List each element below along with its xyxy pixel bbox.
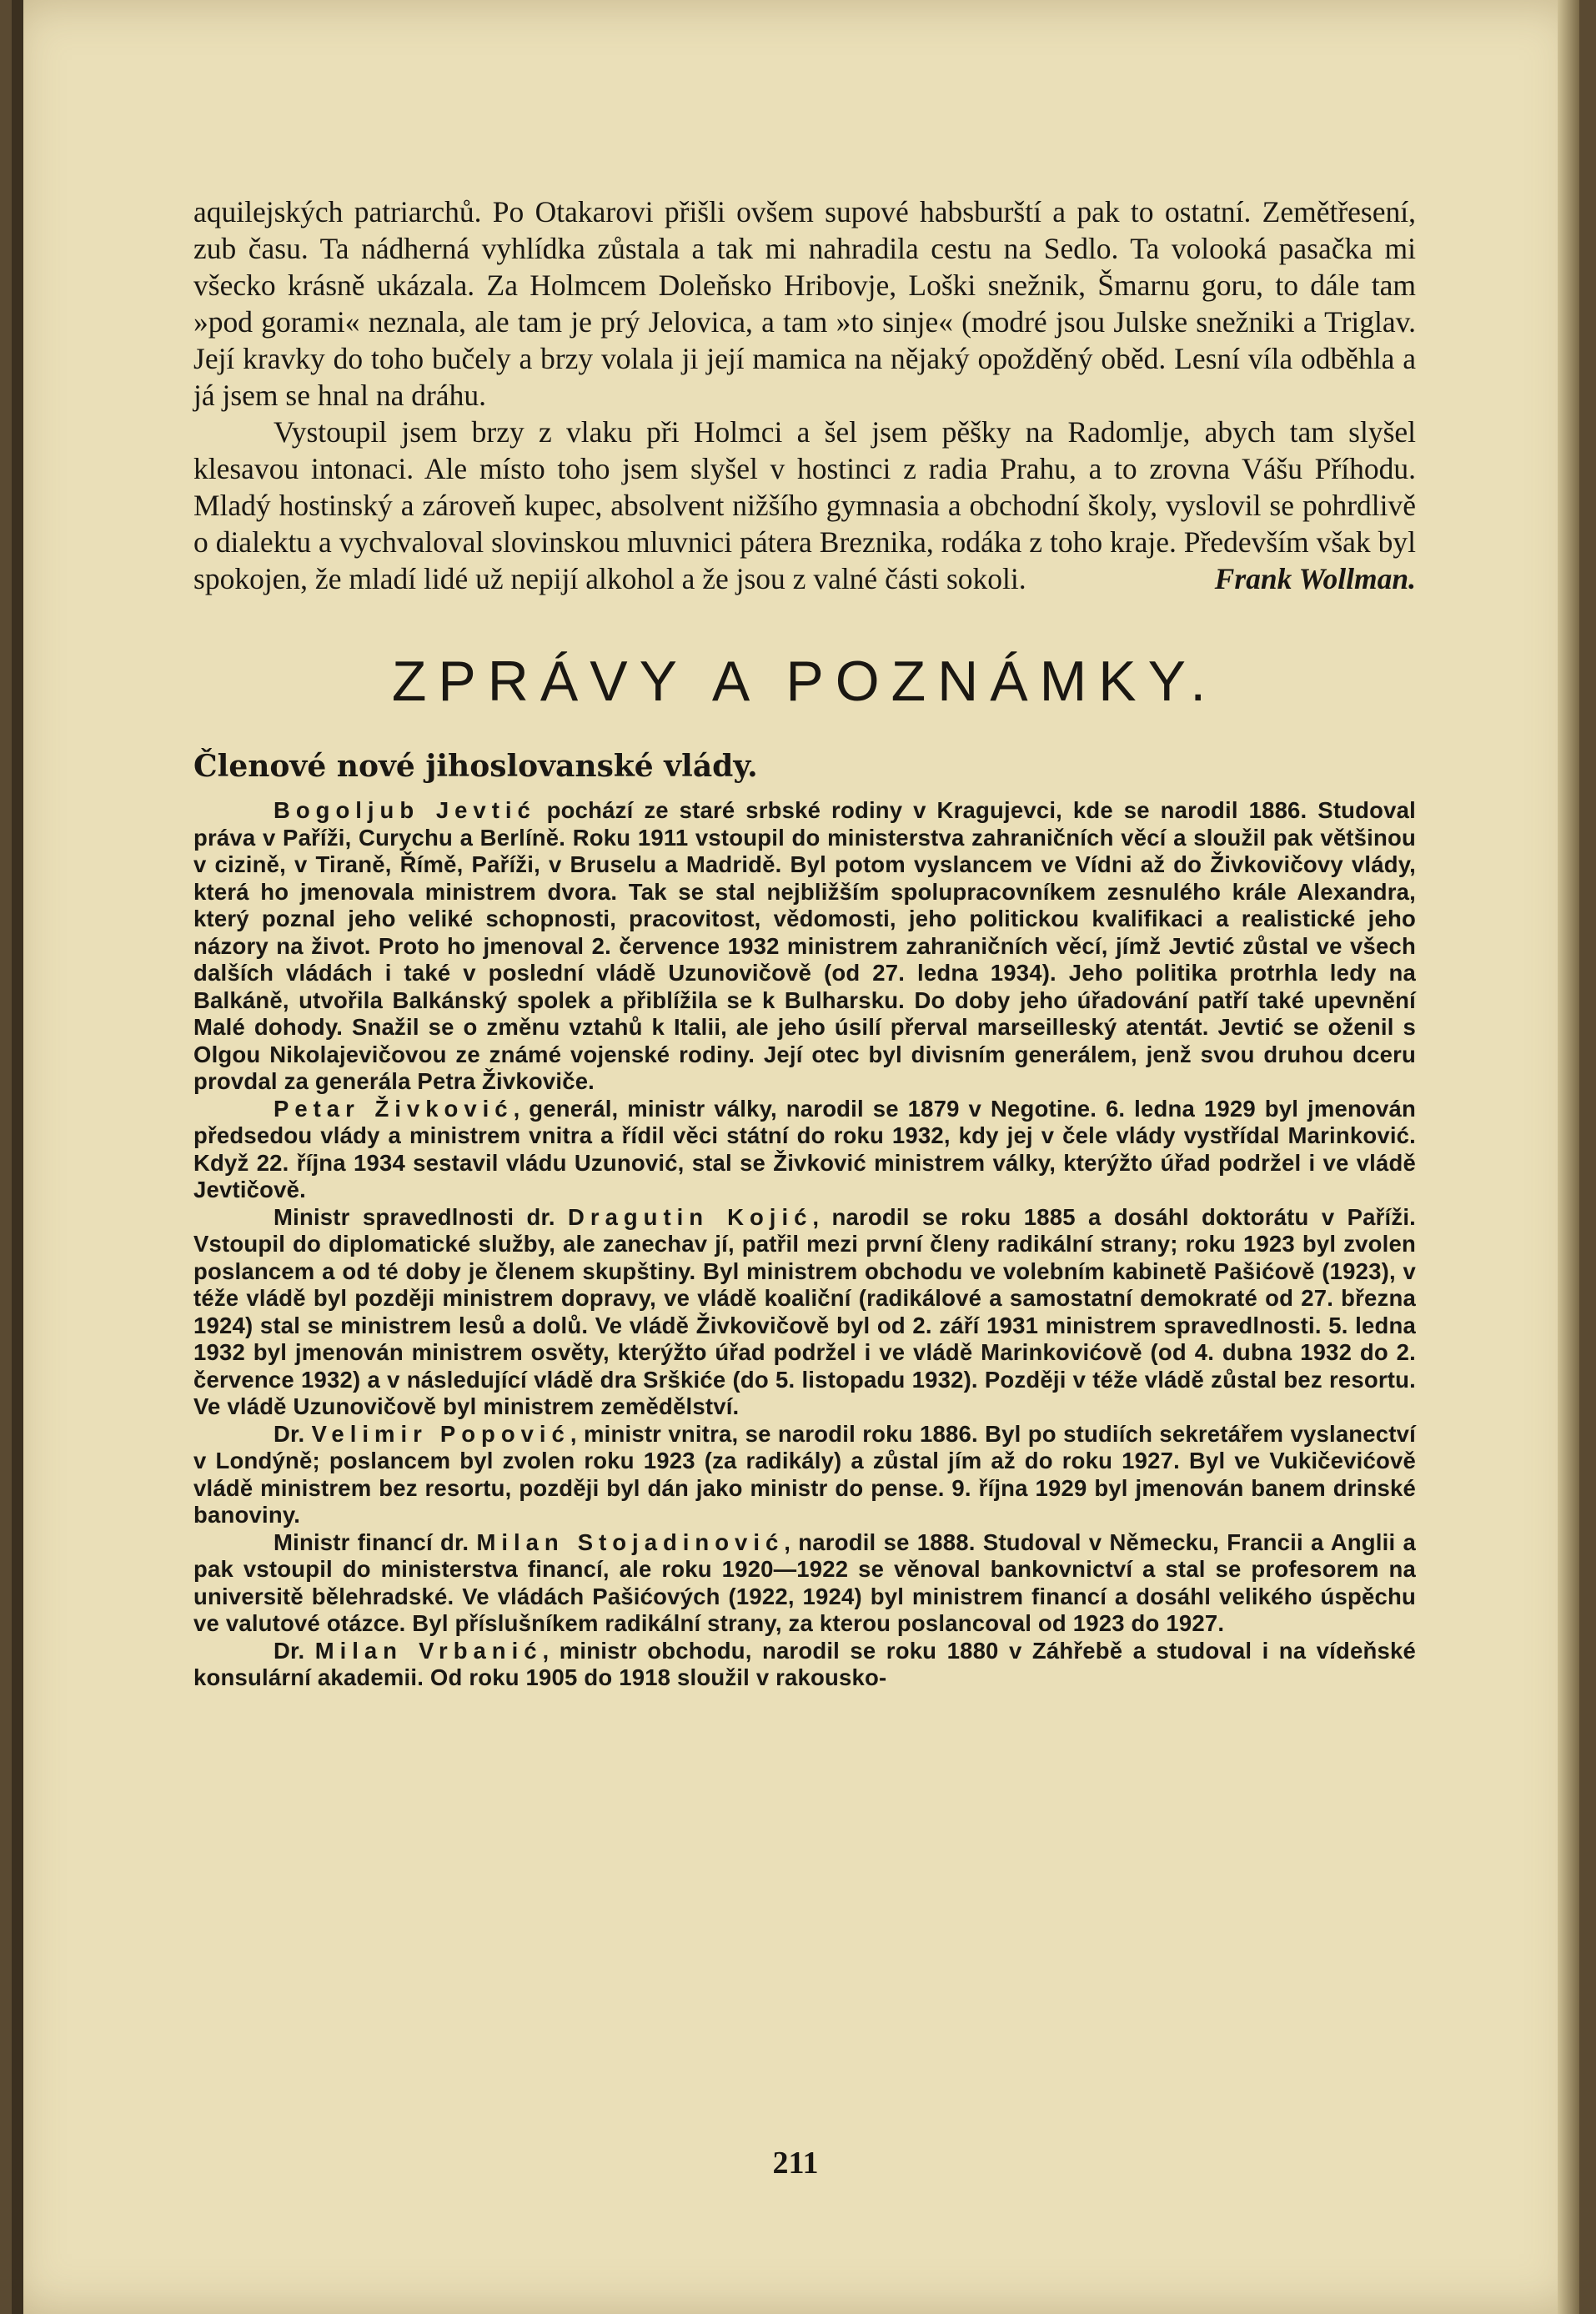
paragraph-text: , narodil se roku 1885 a dosáhl doktorátu v Paříži. Vstoupil do diplomatické služby, ale zanechav jí, patřil mezi první členy radikální strany; roku 1923 byl zvolen poslancem a od té doby je členem skupštiny. Byl ministrem obchodu ve volebním kabinetě Pašićově (1923), v téže vládě byl později ministrem dopravy, ve vládě koaliční (radikálové a samostatní demokraté od 27. března 1924) stal se ministrem lesů a dolů. Ve vládě Živkovičově byl od 2. září 1931 ministrem spravedlnosti. 5. ledna 1932 byl jmenován ministrem osvěty, kterýžto úřad podržel i ve vládě Marinkovićově (od 4. dubna 1932 do 2. července 1932) a v následující vládě dra Srškiće (do 5. listopadu 1932). Později v téže vládě zůstal bez resortu. Ve vládě Uzunovičově byl ministrem zemědělství.: [193, 1203, 1417, 1419]
minister-paragraph: [193, 797, 1416, 1096]
minister-paragraph: [193, 1529, 1416, 1638]
page-number: 211: [772, 2146, 819, 2181]
paragraph-prefix: Dr.: [274, 1420, 312, 1447]
minister-name: Milan Vrbanić: [314, 1637, 543, 1664]
paragraph-prefix: Ministr financí dr.: [274, 1528, 477, 1555]
minister-name: Milan Stojadinović: [476, 1528, 785, 1555]
paragraph-text: , ministr obchodu, narodil se roku 1880 v Záhřebě a studoval i na vídeňské konsulární akademii. Od roku 1905 do 1918 sloužil v rakousko-: [193, 1637, 1416, 1690]
paragraph-text: , narodil se 1888. Studoval v Německu, Francii a Anglii a pak vstoupil do ministerstva financí, ale roku 1920—1922 se věnoval bankovnictví a stal se profesorem na universitě bělehradské. Ve vládách Pašićových (1922, 1924) byl ministrem financí a dosáhl velikého úspěchu ve valutové otázce. Byl příslušníkem radikální strany, za kterou poslancoval od 1923 do 1927.: [193, 1528, 1416, 1636]
book-spine: [12, 0, 23, 2314]
essay-paragraph-2: [193, 414, 1416, 597]
paragraph-text: pochází ze staré srbské rodiny v Kragujevci, kde se narodil 1886. Studoval práva v Paříži, Curychu a Berlíně. Roku 1911 vstoupil do ministerstva zahraničních věcí a sloužil pak většinou v cizině, v Tiraně, Římě, Paříži, v Bruselu a Madridě. Byl potom vyslancem ve Vídni až do Živkovičovy vlády, která ho jmenovala ministrem dvora. Tak se stal nejbližším spolupracovníkem zesnulého krále Alexandra, který poznal jeho veliké schopnosti, pracovitost, vědomosti, jeho politickou kvalifikaci a realistické jeho názory na život. Proto ho jmenoval 2. července 1932 ministrem zahraničních věcí, jímž Jevtić zůstal ve všech dalších vládách i také v poslední vládě Uzunovičově (od 27. ledna 1934). Jeho politika protrhla ledy na Balkáně, utvořila Balkánský spolek a přiblížila se k Bulharsku. Do doby jeho úřadování patří také upevnění Malé dohody. Snažil se o změnu vztahů k Italii, ale jeho úsilí přerval marseilleský atentát. Jevtić se oženil s Olgou Nikolajevičovou ze známé vojenské rodiny. Její otec byl divisním generálem, jenž svou druhou dceru provdal za generála Petra Živkoviče.: [193, 797, 1417, 1094]
minister-paragraph: [193, 1204, 1416, 1421]
essay-paragraph-1: aquilejských patriarchů. Po Otakarovi přišli ovšem supové habsburští a pak to ostatní. Zemětřesení, zub času. Ta nádherná vyhlídka zůstala a tak mi nahradila cestu na Sedlo. Ta volooká pasačka mi všecko krásně ukázala. Za Holmcem Doleňsko Hribovje, Loški snežnik, Šmarnu goru, to dále tam »pod gorami« neznala, ale tam je prý Jelovica, a tam »to sinje« (modré jsou Julske snežniki a Triglav. Její kravky do toho bučely a brzy volala ji její mamica na nějaký opožděný oběd. Lesní víla odběhla a já jsem se hnal na dráhu.: [193, 195, 1416, 412]
minister-paragraph: [193, 1421, 1416, 1529]
paragraph-prefix: Dr.: [274, 1637, 315, 1664]
author-signature: Frank Wollman.: [1214, 562, 1416, 595]
minister-name: Bogoljub Jevtić: [274, 797, 536, 823]
minister-name: Velimir Popović: [311, 1420, 570, 1447]
section-heading: ZPRÁVY A POZNÁMKY.: [391, 650, 1218, 713]
page-content: [193, 193, 1416, 1692]
minister-name: Petar Živković: [274, 1095, 514, 1122]
minister-paragraph: [193, 1638, 1416, 1692]
paragraph-text: , generál, ministr války, narodil se 1879 v Negotine. 6. ledna 1929 byl jmenován předsedou vlády a ministrem vnitra a řídil věci státní do roku 1932, kdy jej v čele vlády vystřídal Marinković. Když 22. října 1934 sestavil vládu Uzunović, stal se Živković ministrem války, kterýžto úřad podržel i ve vládě Jevtičově.: [193, 1095, 1417, 1202]
essay-paragraph-2-text: Vystoupil jsem brzy z vlaku při Holmci a šel jsem pěšky na Radomlje, abych tam slyšel klesavou intonaci. Ale místo toho jsem slyšel v hostinci z radia Prahu, a to zrovna Vášu Příhodu. Mladý hostinský a zároveň kupec, absolvent nižšího gymnasia a obchodní školy, vyslovil se pohrdlivě o dialektu a vychvaloval slovinskou mluvnici pátera Breznika, rodáka z toho kraje. Především však byl spokojen, že mladí lidé už nepijí alkohol a že jsou z valné části sokoli.: [193, 415, 1416, 595]
minister-paragraph: [193, 1096, 1416, 1204]
paragraph-text: , ministr vnitra, se narodil roku 1886. Byl po studiích sekretářem vyslanectví v Londýně; poslancem byl zvolen roku 1923 (za radikály) a zůstal jím až do roku 1927. Byl ve Vukičevićově vládě ministrem bez resortu, později byl dán jako ministr do pense. 9. října 1929 byl jmenován banem drinské banoviny.: [193, 1420, 1416, 1528]
minister-name: Dragutin Kojić: [568, 1203, 813, 1230]
section-subheading: Členové nové jihoslovanské vlády.: [193, 749, 758, 784]
page-binding-edge: [1558, 0, 1579, 2314]
paragraph-prefix: Ministr spravedlnosti dr.: [274, 1203, 569, 1230]
book-page: [12, 0, 1579, 2314]
